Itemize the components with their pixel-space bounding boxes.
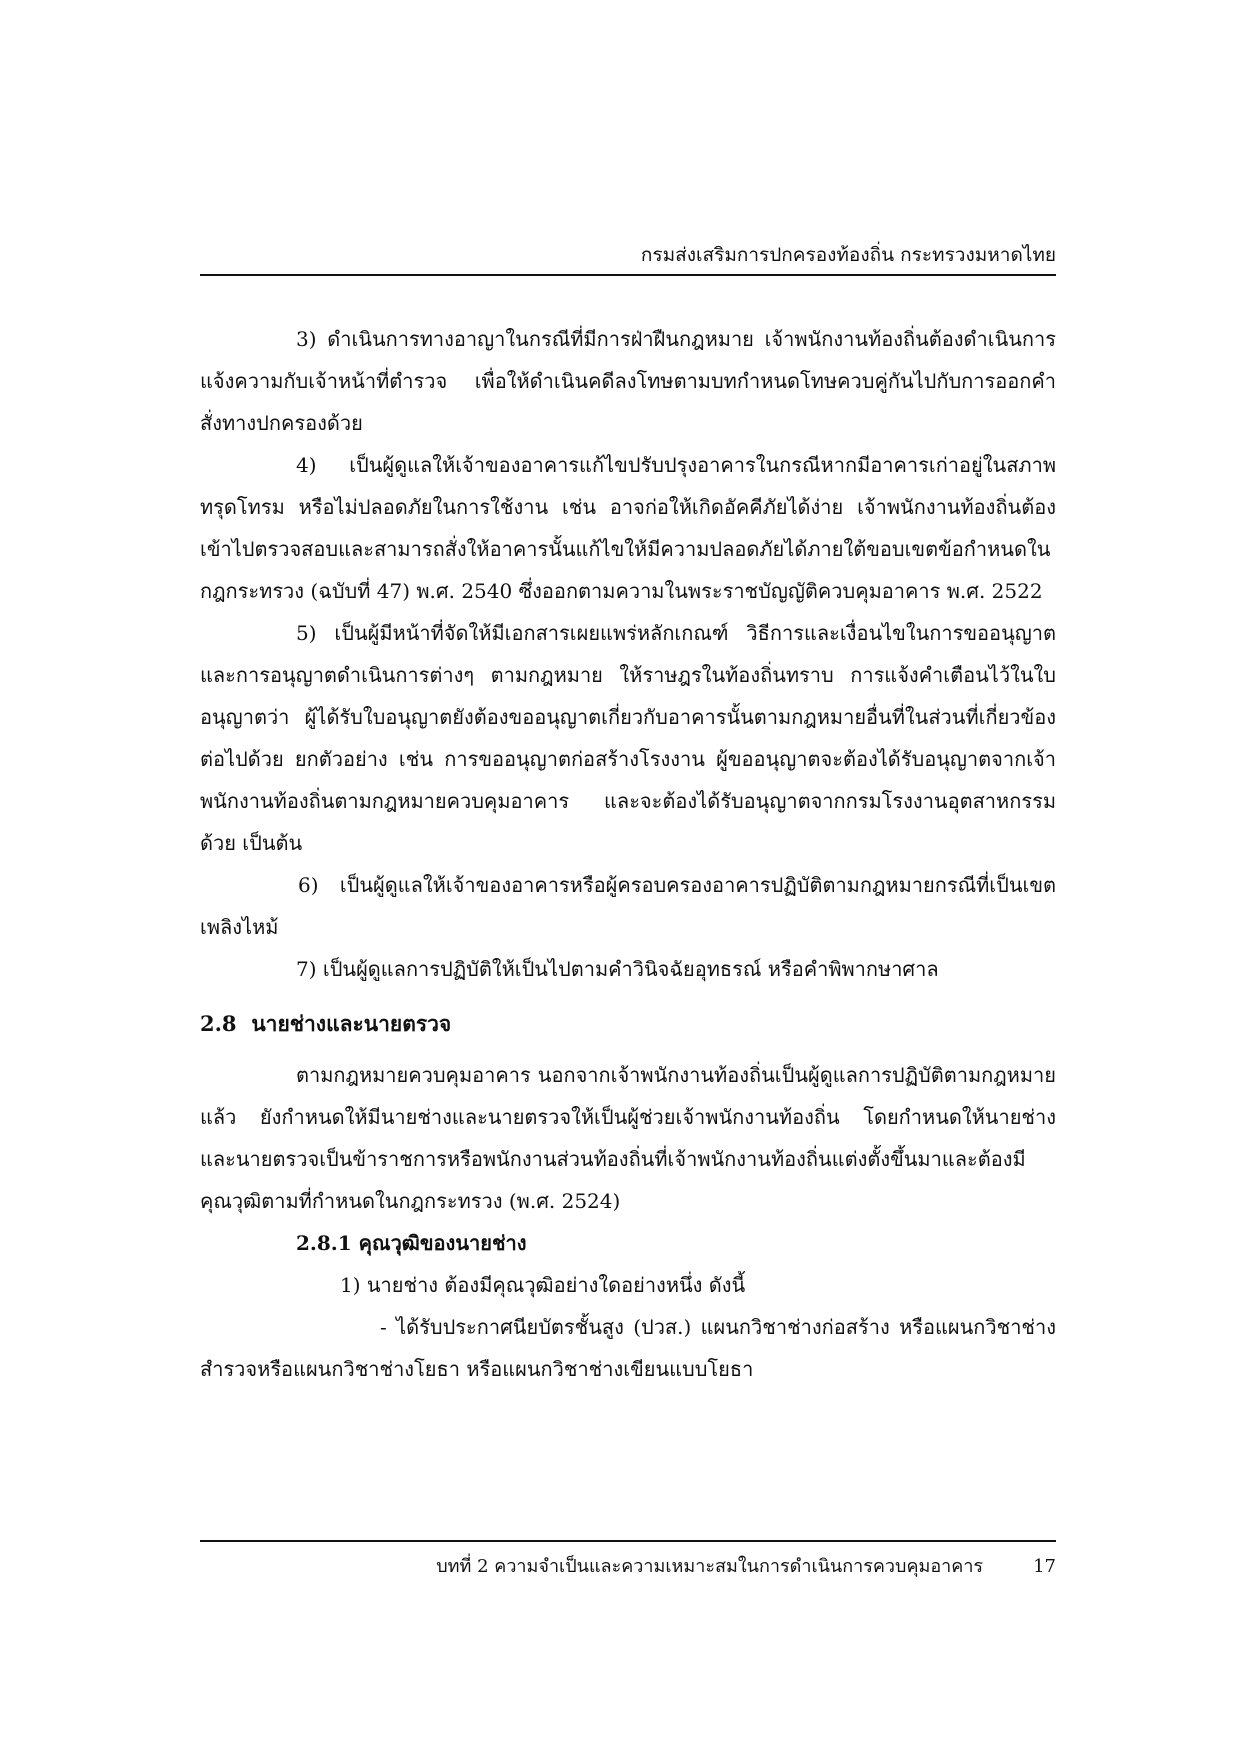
section-heading	[200, 1002, 1056, 1046]
section-number: 2.8	[200, 1011, 237, 1036]
paragraph-item-5: 5) เป็นผู้มีหน้าที่จัดให้มีเอกสารเผยแพร่หลักเกณฑ์ วิธีการและเงื่อนไขในการขออนุญาต และการอนุญาตดำเนินการต่างๆ ตามกฎหมาย ให้ราษฎรในท้องถิ่นทราบ การแจ้งคำเตือนไว้ในใบอนุญาตว่า ผู้ได้รับใบอนุญาตยังต้องขออนุญาตเกี่ยวกับอาคารนั้นตามกฎหมายอื่นที่ในส่วนที่เกี่ยวข้องต่อไปด้วย ยกตัวอย่าง เช่น การขออนุญาตก่อสร้างโรงงาน ผู้ขออนุญาตจะต้องได้รับอนุญาตจากเจ้าพนักงานท้องถิ่นตามกฎหมายควบคุมอาคาร และจะต้องได้รับอนุญาตจากกรมโรงงานอุตสาหกรรมด้วย เป็นต้น	[200, 621, 1056, 855]
header-divider	[200, 274, 1056, 276]
subsection-item-1: 1) นายช่าง ต้องมีคุณวุฒิอย่างใดอย่างหนึ่ง ดังนี้	[340, 1273, 746, 1297]
subsection-dash-item: - ได้รับประกาศนียบัตรชั้นสูง (ปวส.) แผนกวิชาช่างก่อสร้าง หรือแผนกวิชาช่างสำรวจหรือแผนกวิชาช่างโยธา หรือแผนกวิชาช่างเขียนแบบโยธา	[200, 1315, 1056, 1381]
section-title: นายช่างและนายตรวจ	[251, 1011, 452, 1036]
page-number: 17	[1033, 1556, 1056, 1577]
footer-chapter-title: บทที่ 2 ความจำเป็นและความเหมาะสมในการดำเนินการควบคุมอาคาร	[436, 1556, 984, 1577]
paragraph-item-6: 6) เป็นผู้ดูแลให้เจ้าของอาคารหรือผู้ครอบครองอาคารปฏิบัติตามกฎหมายกรณีที่เป็นเขตเพลิงไหม้	[200, 873, 1056, 939]
running-footer	[200, 1552, 1056, 1582]
running-header: กรมส่งเสริมการปกครองท้องถิ่น กระทรวงมหาดไทย	[640, 244, 1056, 266]
paragraph-item-3: 3) ดำเนินการทางอาญาในกรณีที่มีการฝ่าฝืนกฎหมาย เจ้าพนักงานท้องถิ่นต้องดำเนินการแจ้งความกับเจ้าหน้าที่ตำรวจ เพื่อให้ดำเนินคดีลงโทษตามบทกำหนดโทษควบคู่กันไปกับการออกคำสั่งทางปกครองด้วย	[200, 327, 1056, 435]
section-paragraph: ตามกฎหมายควบคุมอาคาร นอกจากเจ้าพนักงานท้องถิ่นเป็นผู้ดูแลการปฏิบัติตามกฎหมายแล้ว ยังกำหนดให้มีนายช่างและนายตรวจให้เป็นผู้ช่วยเจ้าพนักงานท้องถิ่น โดยกำหนดให้นายช่างและนายตรวจเป็นข้าราชการหรือพนักงานส่วนท้องถิ่นที่เจ้าพนักงานท้องถิ่นแต่งตั้งขึ้นมาและต้องมีคุณวุฒิตามที่กำหนดในกฎกระทรวง (พ.ศ. 2524)	[200, 1063, 1056, 1213]
paragraph-item-7: 7) เป็นผู้ดูแลการปฏิบัติให้เป็นไปตามคำวินิจฉัยอุทธรณ์ หรือคำพิพากษาศาล	[296, 957, 939, 981]
footer-divider	[200, 1540, 1056, 1542]
page-body	[200, 318, 1056, 1390]
subsection-heading: 2.8.1 คุณวุฒิของนายช่าง	[296, 1231, 527, 1255]
paragraph-item-4: 4) เป็นผู้ดูแลให้เจ้าของอาคารแก้ไขปรับปรุงอาคารในกรณีหากมีอาคารเก่าอยู่ในสภาพทรุดโทรม หรือไม่ปลอดภัยในการใช้งาน เช่น อาจก่อให้เกิดอัคคีภัยได้ง่าย เจ้าพนักงานท้องถิ่นต้องเข้าไปตรวจสอบและสามารถสั่งให้อาคารนั้นแก้ไขให้มีความปลอดภัยได้ภายใต้ขอบเขตข้อกำหนดในกฎกระทรวง (ฉบับที่ 47) พ.ศ. 2540 ซึ่งออกตามความในพระราชบัญญัติควบคุมอาคาร พ.ศ. 2522	[200, 453, 1056, 603]
